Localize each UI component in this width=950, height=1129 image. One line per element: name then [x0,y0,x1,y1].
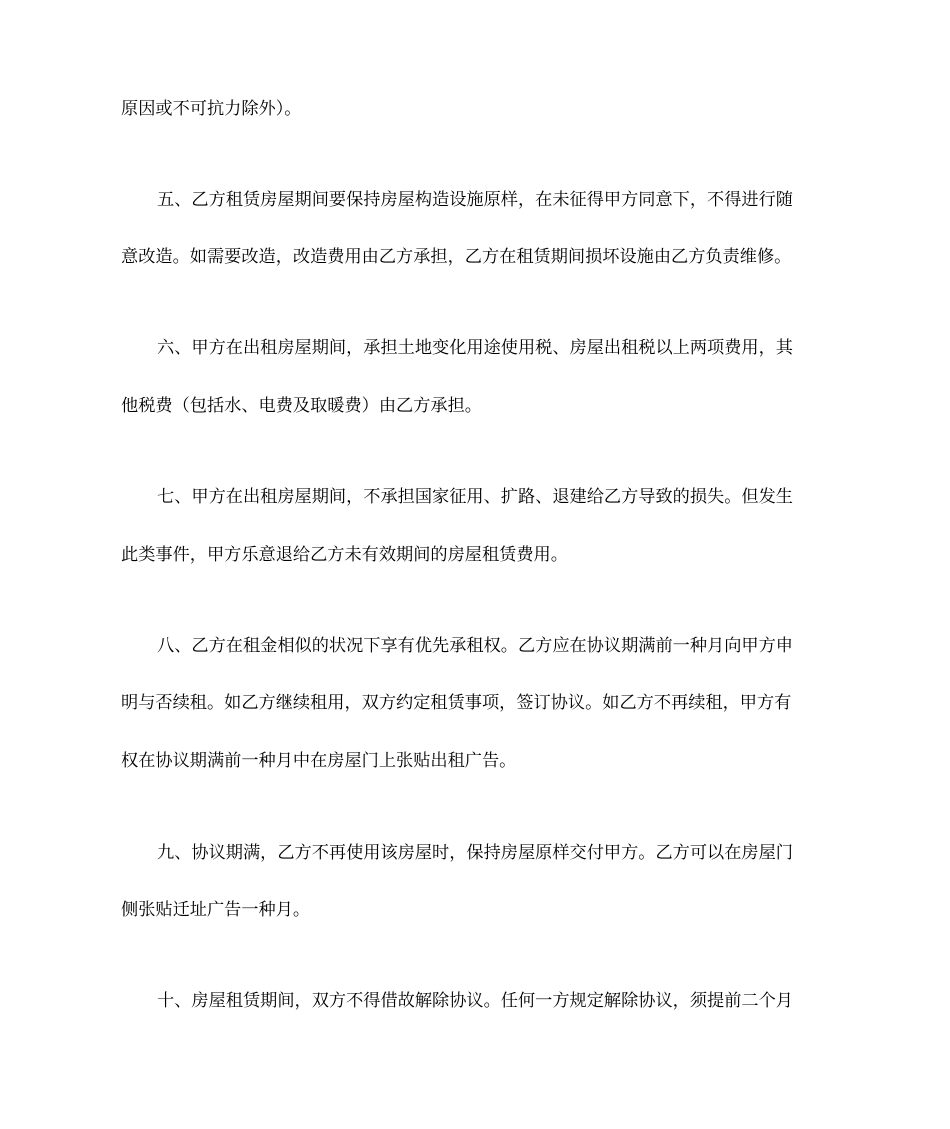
clause-6-line-2: 他税费（包括水、电费及取暖费）由乙方承担。 [121,396,482,416]
clause-6-line-1: 六、甲方在出租房屋期间，承担土地变化用途使用税、房屋出租税以上两项费用，其 [157,338,793,358]
clause-8-line-2: 明与否续租。如乙方继续租用，双方约定租赁事项，签订协议。如乙方不再续租，甲方有 [121,693,792,713]
clause-5-line-2: 意改造。如需要改造，改造费用由乙方承担，乙方在租赁期间损坏设施由乙方负责维修。 [121,247,792,267]
clause-9-line-1: 九、协议期满，乙方不再使用该房屋时，保持房屋原样交付甲方。乙方可以在房屋门 [157,843,793,863]
clause-7-line-1: 七、甲方在出租房屋期间，不承担国家征用、扩路、退建给乙方导致的损失。但发生 [157,487,793,507]
text-line-continuation: 原因或不可抗力除外）。 [121,99,302,119]
clause-7-line-2: 此类事件，甲方乐意退给乙方未有效期间的房屋租赁费用。 [121,545,568,565]
clause-8-line-3: 权在协议期满前一种月中在房屋门上张贴出租广告。 [121,751,517,771]
clause-9-line-2: 侧张贴迁址广告一种月。 [121,900,311,920]
clause-5-line-1: 五、乙方租赁房屋期间要保持房屋构造设施原样，在未征得甲方同意下，不得进行随 [157,190,793,210]
clause-8-line-1: 八、乙方在租金相似的状况下享有优先承租权。乙方应在协议期满前一种月向甲方申 [157,636,793,656]
clause-10-line-1: 十、房屋租赁期间，双方不得借故解除协议。任何一方规定解除协议，须提前二个月 [157,991,793,1011]
